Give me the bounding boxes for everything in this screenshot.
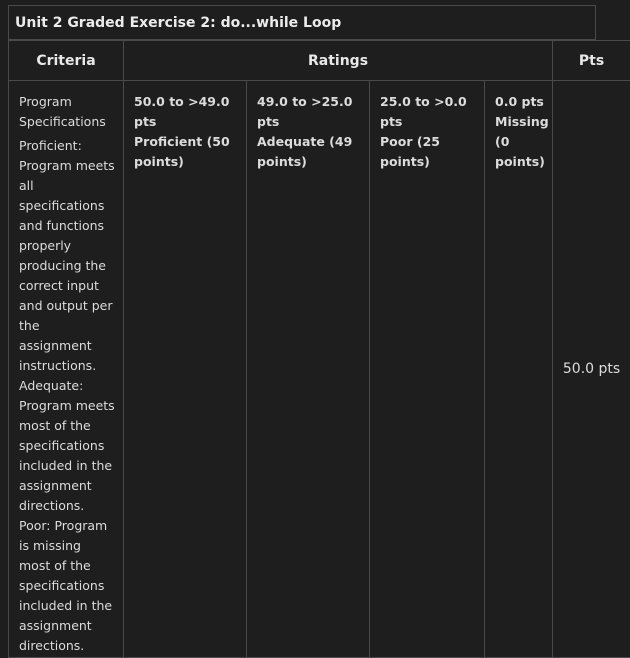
rating-poor: [370, 81, 485, 658]
criteria-header: Criteria: [9, 41, 124, 81]
pts-header: Pts: [553, 41, 630, 81]
rating-range: 0.0 pts: [495, 92, 546, 112]
criterion-title: Program Specifications: [19, 92, 115, 132]
ratings-header: Ratings: [124, 41, 553, 81]
rating-proficient: [124, 81, 247, 658]
rating-range: 50.0 to >49.0 pts: [134, 92, 240, 132]
rating-missing: [485, 81, 553, 658]
rating-range: 49.0 to >25.0 pts: [257, 92, 363, 132]
rating-label: Adequate (49 points): [257, 132, 363, 172]
rating-adequate: [247, 81, 370, 658]
rubric: [8, 5, 630, 657]
rubric-title: Unit 2 Graded Exercise 2: do...while Loop: [8, 5, 596, 40]
criterion-cell: [9, 81, 124, 658]
points-cell: 50.0 pts: [553, 81, 630, 658]
rating-label: Poor (25 points): [380, 132, 478, 172]
rating-range: 25.0 to >0.0 pts: [380, 92, 478, 132]
criterion-description: Proficient: Program meets all specifications and functions properly producing the correct input and output per the assignment instructions. Adequate: Program meets most of the specifications included in the assignment directions. Poor: Program is missing most of the specifications included in the assignment directions.: [19, 136, 115, 656]
criterion-row: [9, 81, 630, 658]
header-row: [9, 41, 630, 81]
rubric-table: [8, 40, 630, 658]
rating-label: Missing (0 points): [495, 112, 546, 172]
rating-label: Proficient (50 points): [134, 132, 240, 172]
